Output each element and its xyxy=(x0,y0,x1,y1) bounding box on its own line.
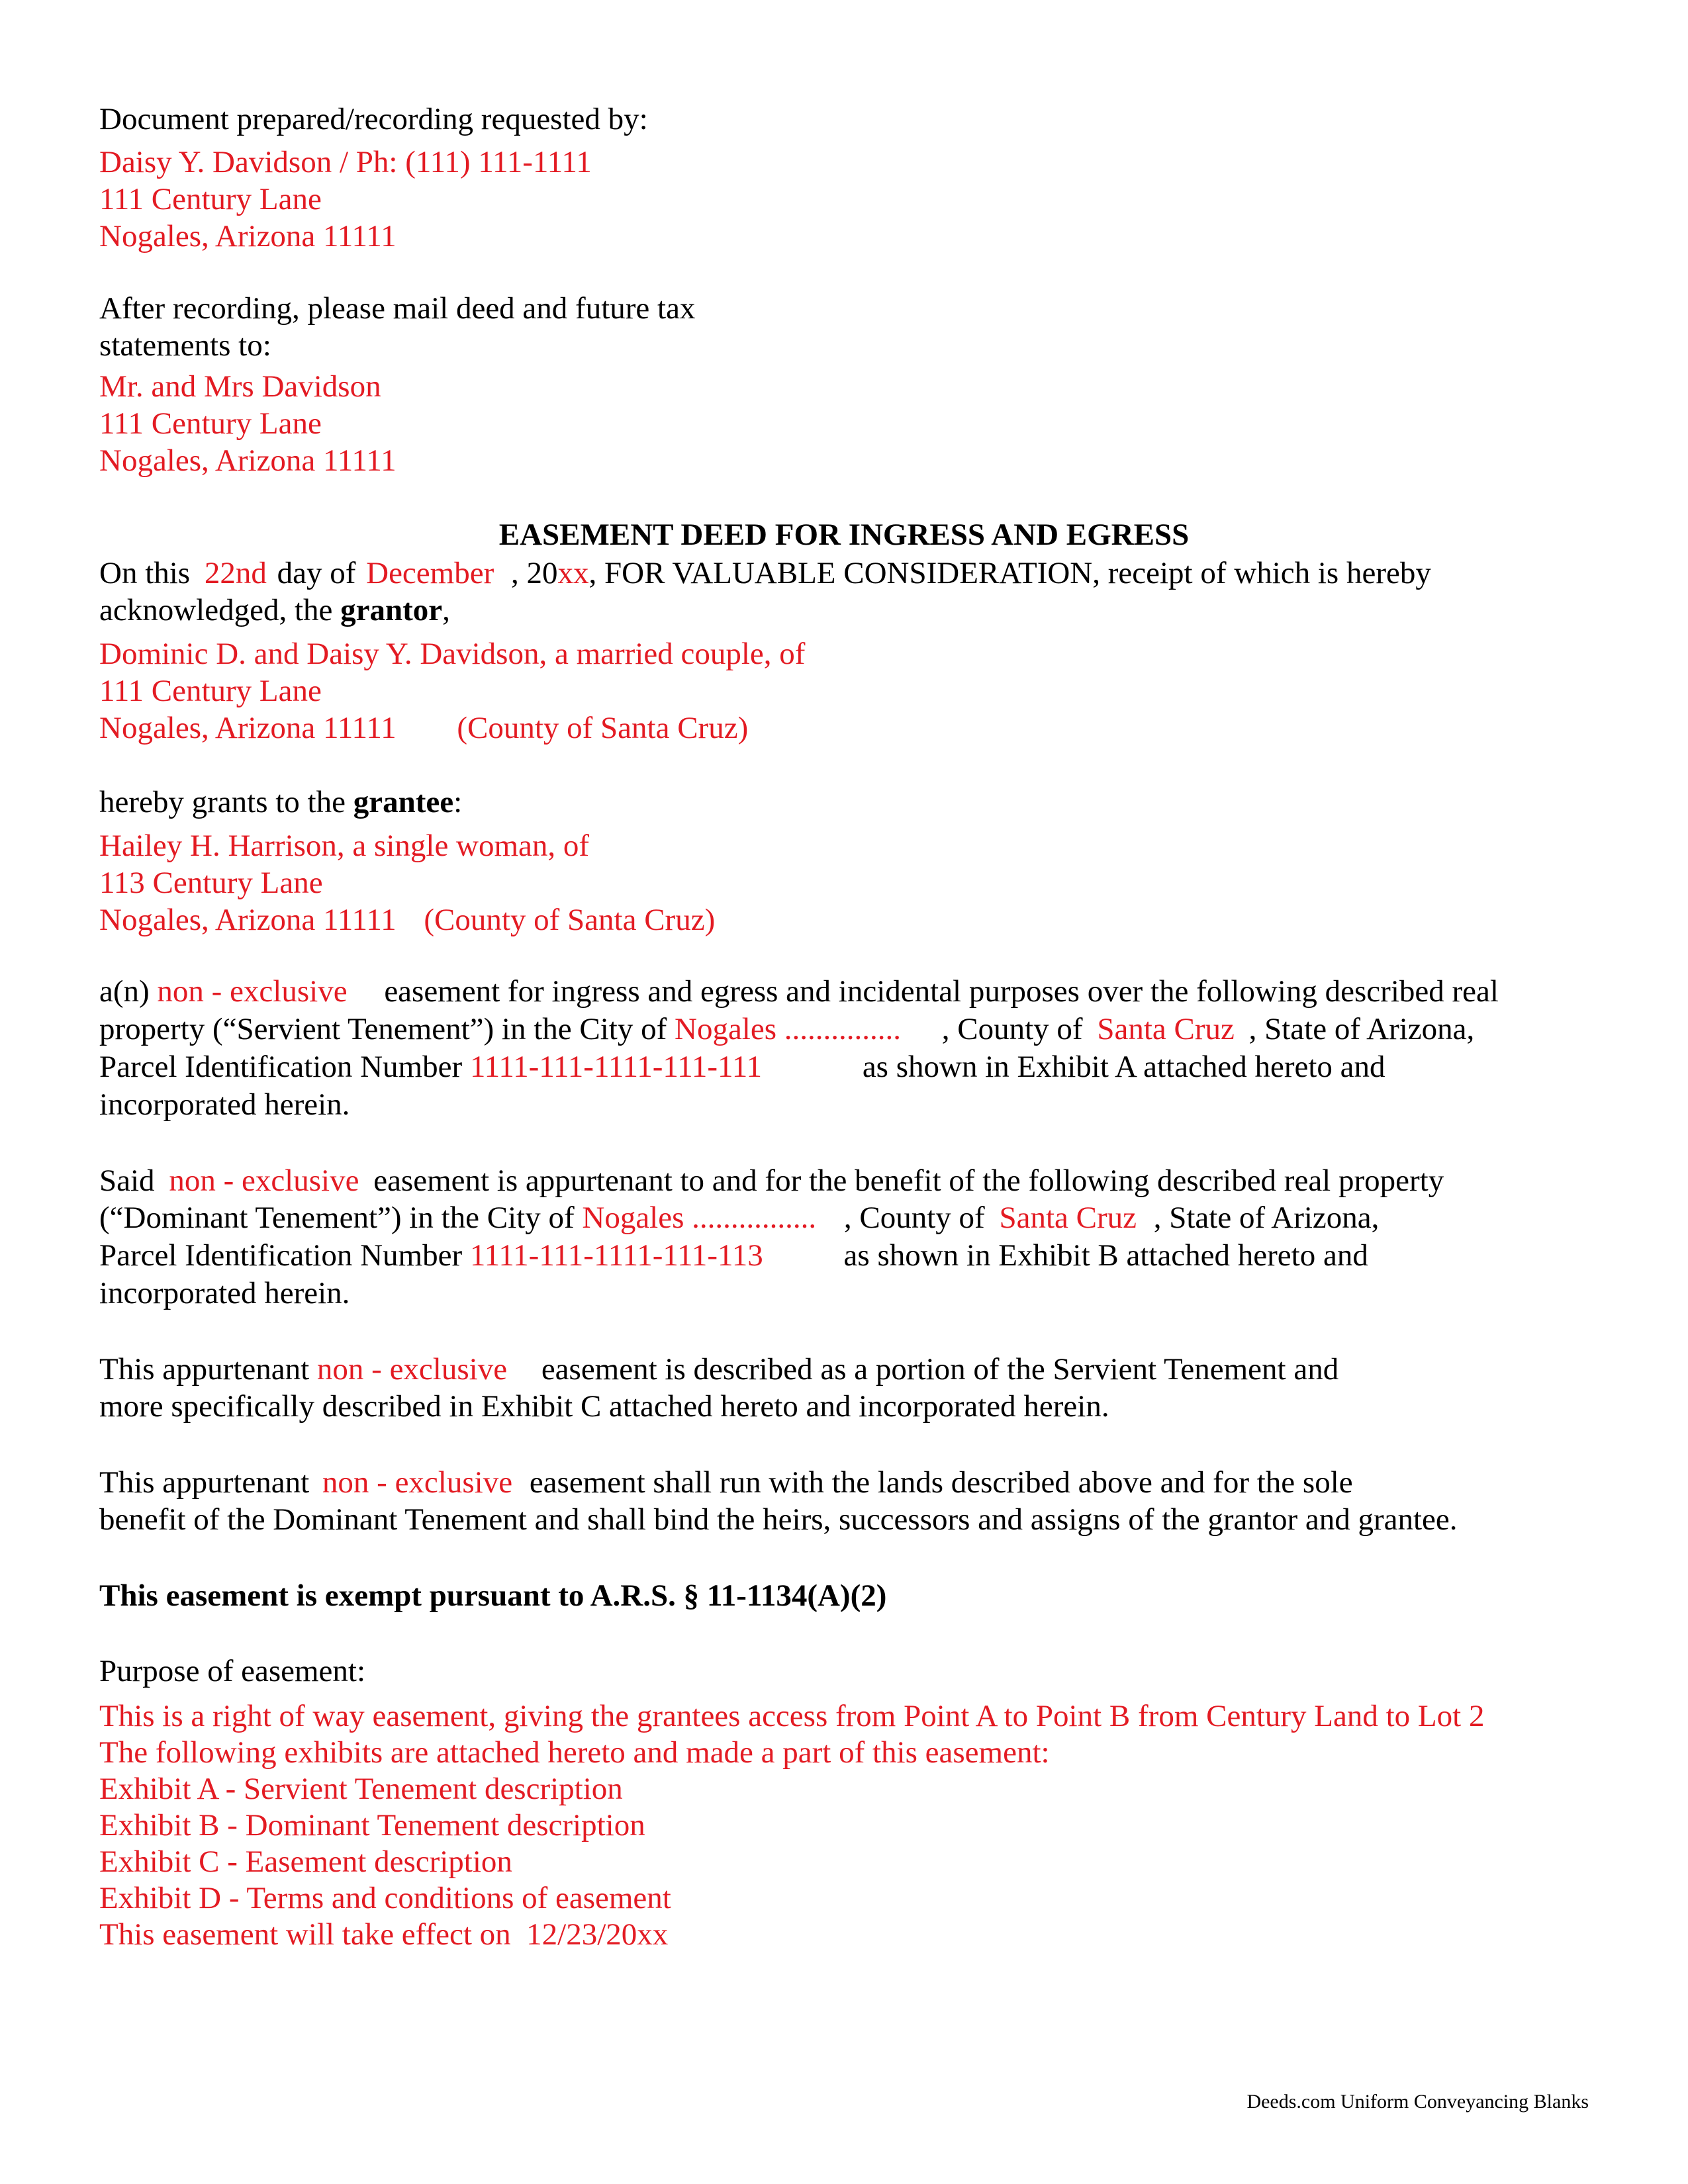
intro-acknowledged: acknowledged, the xyxy=(99,593,333,627)
purpose-line: This is a right of way easement, giving the grantees access from Point A to Point B from Century Land to Lot 2 xyxy=(99,1699,1485,1733)
mail-heading-1: After recording, please mail deed and future tax xyxy=(99,291,696,326)
prepared-heading: Document prepared/recording requested by: xyxy=(99,102,648,136)
prepared-city: Nogales, Arizona 11111 xyxy=(99,219,397,253)
appurtenant2-text-1: easement shall run with the lands described above and for the sole xyxy=(529,1465,1353,1500)
intro-consideration: , FOR VALUABLE CONSIDERATION, receipt of which is hereby xyxy=(588,556,1431,590)
purpose-heading: Purpose of easement: xyxy=(99,1654,366,1688)
purpose-line: Exhibit D - Terms and conditions of easement xyxy=(99,1881,671,1915)
intro-on-this: On this xyxy=(99,556,191,590)
dominant-line-2 xyxy=(99,1199,1379,1236)
mail-city: Nogales, Arizona 11111 xyxy=(99,443,397,478)
purpose-line: Exhibit C - Easement description xyxy=(99,1844,512,1879)
appurtenant1-text-2: more specifically described in Exhibit C attached hereto and incorporated herein. xyxy=(99,1389,1109,1424)
intro-year-prefix: , 20 xyxy=(510,556,558,590)
grants-line xyxy=(99,784,462,821)
purpose-line: The following exhibits are attached hereto and made a part of this easement: xyxy=(99,1735,1050,1770)
dominant-state: , State of Arizona, xyxy=(1153,1201,1380,1235)
intro-day-of: day of xyxy=(277,556,356,590)
exempt-statement: This easement is exempt pursuant to A.R.S. § 11-1134(A)(2) xyxy=(99,1578,887,1613)
intro-day: 22nd xyxy=(204,556,267,590)
dominant-parcel: 1111-111-1111-111-113 xyxy=(469,1238,763,1273)
mail-heading-2: statements to: xyxy=(99,328,271,363)
purpose-line: Exhibit A - Servient Tenement description xyxy=(99,1772,623,1806)
appurtenant1-type: non - exclusive xyxy=(316,1352,508,1387)
appurtenant1-prefix: This appurtenant xyxy=(99,1352,310,1387)
grants-prefix: hereby grants to the xyxy=(99,785,346,819)
purpose-line: Exhibit B - Dominant Tenement description xyxy=(99,1808,645,1843)
grantor-city-line xyxy=(99,709,748,747)
servient-text-1: easement for ingress and egress and incidental purposes over the following described real xyxy=(384,974,1499,1009)
appurtenant2-prefix: This appurtenant xyxy=(99,1465,310,1500)
servient-line-2 xyxy=(99,1011,1474,1048)
servient-an: a(n) xyxy=(99,974,150,1009)
dominant-county-of: , County of xyxy=(843,1201,985,1235)
servient-parcel: 1111-111-1111-111-111 xyxy=(469,1050,763,1084)
appurtenant2-type: non - exclusive xyxy=(322,1465,513,1500)
mail-name: Mr. and Mrs Davidson xyxy=(99,369,381,404)
grantee-city-line xyxy=(99,901,715,938)
grantor-city: Nogales, Arizona 11111 xyxy=(99,711,397,745)
appurtenant2-line-1 xyxy=(99,1464,1353,1501)
grantor-names: Dominic D. and Daisy Y. Davidson, a married couple, of xyxy=(99,637,806,671)
dominant-line-1 xyxy=(99,1162,1444,1199)
dominant-parcel-label: Parcel Identification Number xyxy=(99,1238,463,1273)
grantee-street: 113 Century Lane xyxy=(99,866,323,900)
grantor-label: grantor xyxy=(340,593,443,627)
servient-text-2: property (“Servient Tenement”) in the City of xyxy=(99,1012,667,1046)
intro-line-1 xyxy=(99,555,1431,592)
dominant-text-1: easement is appurtenant to and for the benefit of the following described real property xyxy=(373,1163,1444,1198)
dominant-city: Nogales ................ xyxy=(582,1201,817,1235)
grantor-street: 111 Century Lane xyxy=(99,674,322,708)
servient-state: , State of Arizona, xyxy=(1248,1012,1475,1046)
servient-incorporated: incorporated herein. xyxy=(99,1087,350,1122)
intro-year-suffix: xx xyxy=(557,556,589,590)
servient-county: Santa Cruz xyxy=(1097,1012,1235,1046)
servient-parcel-label: Parcel Identification Number xyxy=(99,1050,463,1084)
grantor-county: (County of Santa Cruz) xyxy=(457,711,749,745)
grants-colon: : xyxy=(453,785,463,819)
grantee-name: Hailey H. Harrison, a single woman, of xyxy=(99,829,590,863)
servient-county-of: , County of xyxy=(941,1012,1083,1046)
servient-line-3 xyxy=(99,1048,1385,1085)
grantee-county: (County of Santa Cruz) xyxy=(424,903,716,937)
purpose-effective-date: This easement will take effect on 12/23/20xx xyxy=(99,1917,669,1952)
footer-brand: Deeds.com Uniform Conveyancing Blanks xyxy=(1246,2091,1589,2113)
servient-line-1 xyxy=(99,973,1499,1010)
prepared-street: 111 Century Lane xyxy=(99,182,322,216)
servient-city: Nogales ............... xyxy=(675,1012,902,1046)
grantee-label: grantee xyxy=(353,785,454,819)
document-title: EASEMENT DEED FOR INGRESS AND EGRESS xyxy=(498,518,1190,552)
appurtenant1-text-1: easement is described as a portion of the Servient Tenement and xyxy=(541,1352,1339,1387)
servient-exhibit: as shown in Exhibit A attached hereto and xyxy=(862,1050,1385,1084)
dominant-text-2: (“Dominant Tenement”) in the City of xyxy=(99,1201,575,1235)
dominant-type: non - exclusive xyxy=(169,1163,359,1198)
intro-comma: , xyxy=(442,593,450,627)
prepared-name-phone: Daisy Y. Davidson / Ph: (111) 111-1111 xyxy=(99,145,592,179)
mail-street: 111 Century Lane xyxy=(99,406,322,441)
servient-type: non - exclusive xyxy=(157,974,348,1009)
dominant-exhibit: as shown in Exhibit B attached hereto and xyxy=(843,1238,1368,1273)
dominant-said: Said xyxy=(99,1163,155,1198)
appurtenant1-line-1 xyxy=(99,1351,1338,1388)
dominant-county: Santa Cruz xyxy=(999,1201,1137,1235)
intro-month: December xyxy=(366,556,494,590)
intro-line-2 xyxy=(99,592,450,629)
dominant-line-3 xyxy=(99,1237,1368,1274)
appurtenant2-text-2: benefit of the Dominant Tenement and shall bind the heirs, successors and assigns of the grantor and grantee. xyxy=(99,1502,1458,1537)
grantee-city: Nogales, Arizona 11111 xyxy=(99,903,397,937)
dominant-incorporated: incorporated herein. xyxy=(99,1276,350,1310)
